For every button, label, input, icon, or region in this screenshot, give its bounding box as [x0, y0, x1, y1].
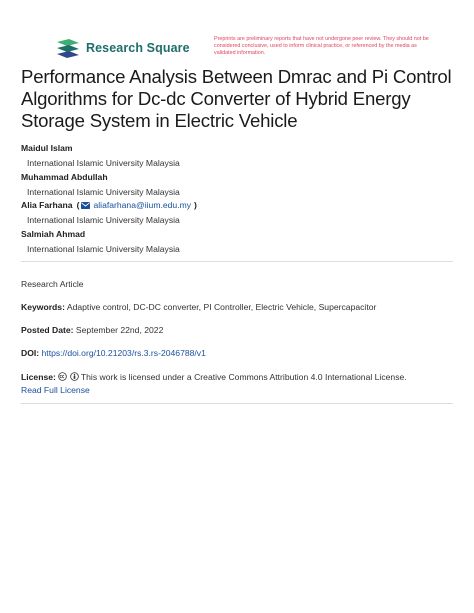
author-entry [21, 143, 461, 172]
license-link-row [21, 384, 461, 396]
author-affiliation: International Islamic University Malaysia [27, 186, 180, 197]
author-entry [21, 229, 461, 258]
author-entry [21, 172, 461, 201]
posted-date-row [21, 324, 461, 336]
author-name-row [21, 200, 461, 211]
article-type-text: Research Article [21, 279, 84, 289]
email-close-paren: ) [194, 200, 197, 210]
read-full-license-link[interactable]: Read Full License [21, 385, 90, 395]
author-list [21, 143, 461, 257]
divider [21, 261, 453, 262]
author-name: Alia Farhana [21, 200, 73, 210]
author-affiliation: International Islamic University Malaysia [27, 215, 180, 225]
posted-date-value: September 22nd, 2022 [75, 325, 164, 335]
author-entry [21, 200, 461, 229]
logo-text: Research Square [86, 41, 190, 55]
doi-row [21, 347, 461, 359]
keywords-value: Adaptive control, DC-DC converter, PI Controller, Electric Vehicle, Supercapacitor [66, 302, 377, 312]
author-affiliation: International Islamic University Malaysia [27, 158, 180, 168]
author-email-link[interactable]: aliafarhana@iium.edu.my [93, 200, 192, 210]
author-name: Maidul Islam [21, 143, 73, 153]
keywords-row [21, 301, 461, 313]
by-icon [70, 372, 79, 381]
author-name: Muhammad Abdullah [21, 171, 108, 182]
divider [21, 403, 453, 404]
paper-title: Performance Analysis Between Dmrac and Pi Control Algorithms for Dc-dc Converter of Hybrid Energy Storage System in Electric Vehicle [21, 66, 452, 131]
doi-label: DOI: [21, 348, 40, 358]
keywords-label: Keywords: [21, 302, 65, 312]
research-square-logo-icon [56, 38, 80, 58]
license-label: License: [21, 372, 56, 382]
header [56, 36, 429, 62]
article-type [21, 278, 461, 290]
preprint-disclaimer: Preprints are preliminary reports that have not undergone peer review. They should not be considered conclusive, used to inform clinical practice, or referenced by the media as validated information. [214, 36, 429, 57]
author-email-group [77, 200, 197, 211]
envelope-icon [81, 202, 90, 209]
license-row [21, 371, 461, 383]
research-square-logo[interactable] [56, 38, 190, 58]
email-open-paren: ( [76, 200, 80, 210]
cc-icon [58, 372, 67, 381]
author-affiliation: International Islamic University Malaysia [27, 243, 180, 254]
doi-link[interactable]: https://doi.org/10.21203/rs.3.rs-2046788/v1 [41, 348, 206, 358]
author-name: Salmiah Ahmad [21, 228, 86, 239]
posted-date-label: Posted Date: [21, 325, 74, 335]
license-text: This work is licensed under a Creative Commons Attribution 4.0 International License. [80, 372, 407, 382]
